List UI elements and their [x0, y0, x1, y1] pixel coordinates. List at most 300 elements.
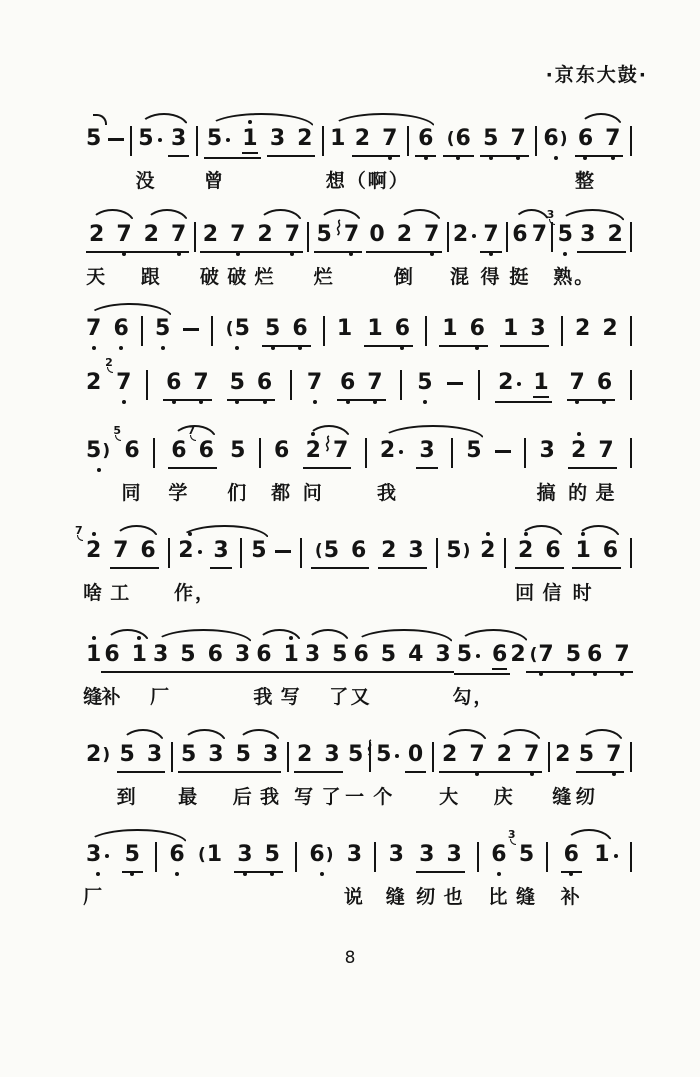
note-digit: 2 [379, 438, 396, 463]
note-token [86, 370, 101, 396]
barline [477, 842, 479, 872]
barline [365, 438, 367, 468]
barline [630, 742, 632, 772]
note-digit: 5 [466, 438, 482, 463]
close-parenthesis: ) [102, 441, 111, 461]
note-token [333, 438, 348, 464]
low-octave-dot [475, 772, 479, 776]
note-token [171, 438, 186, 464]
augmentation-dot [395, 754, 399, 758]
beam-group [495, 370, 552, 403]
low-octave-dot [119, 346, 123, 350]
lyric-syllable: 回 [515, 582, 537, 604]
barline [630, 438, 632, 468]
note-token [369, 222, 384, 248]
lyric-syllable: 到 [116, 786, 138, 808]
low-octave-dot [424, 156, 428, 160]
note-digit: 6 [512, 222, 528, 247]
note-digit: 2 [354, 126, 371, 151]
low-octave-dot [320, 872, 324, 876]
low-octave-dot [235, 346, 239, 350]
lyric-syllable: 我 [376, 482, 398, 504]
note-digit: 5 [86, 438, 102, 463]
lyric-syllable: 问 [302, 482, 324, 504]
note-token [257, 370, 272, 396]
note-digit: 2 [555, 742, 571, 767]
barline [407, 126, 409, 156]
beam-group [416, 438, 437, 469]
note-token [307, 370, 322, 396]
grace-note: 2 [105, 356, 113, 369]
beam-group [378, 538, 427, 569]
low-octave-dot [175, 872, 179, 876]
note-token [597, 370, 612, 396]
note-token [480, 538, 495, 564]
low-octave-dot [593, 672, 597, 676]
grace-note: 3 [507, 828, 516, 841]
note-digit: 5 [323, 538, 339, 563]
note-digit: 3 [419, 842, 435, 867]
note-digit: 7 [424, 222, 440, 247]
beam-group [302, 642, 351, 673]
beam-group [101, 642, 150, 673]
note-digit: 7 [116, 222, 132, 247]
barline [630, 842, 632, 872]
lyric-syllable: 补 [101, 686, 123, 708]
note-token [309, 842, 334, 868]
note-token [367, 316, 382, 342]
note-digit: 7 [598, 438, 614, 463]
duration-dash [183, 328, 199, 331]
beam-group [178, 742, 281, 773]
note-digit: 3 [269, 126, 286, 151]
beam-group [227, 370, 276, 401]
note-token [147, 742, 162, 768]
beam-group [515, 538, 564, 569]
low-octave-dot [161, 346, 165, 350]
note-token [197, 842, 222, 868]
score-line [86, 742, 632, 841]
note-token [546, 208, 573, 248]
lyric-syllable: 庆 [493, 786, 515, 808]
note-digit: 5 [124, 842, 140, 867]
beam-group [567, 370, 616, 401]
note-digit: 2 [143, 222, 159, 247]
lyric-syllable: 破 [199, 266, 221, 288]
barline [146, 370, 148, 400]
note-digit: 6 [418, 126, 434, 151]
notes-row [86, 208, 632, 253]
barline [171, 742, 173, 772]
lyric-syllable: 熟。 [553, 266, 596, 288]
open-parenthesis: ( [225, 319, 234, 339]
note-digit: 7 [343, 222, 360, 247]
low-octave-dot [530, 772, 534, 776]
barline [400, 370, 402, 400]
note-token [208, 742, 223, 768]
note-digit: 5 [229, 370, 245, 395]
notes-row [86, 356, 632, 403]
close-parenthesis: ) [462, 541, 471, 561]
beam-group [204, 126, 261, 159]
note-token [603, 538, 618, 564]
note-digit: 5 [518, 842, 535, 867]
note-digit: 1 [330, 126, 346, 151]
glissando-icon [363, 739, 374, 756]
barline [630, 316, 632, 346]
note-token [498, 370, 521, 398]
note-digit: 3 [388, 842, 404, 867]
note-digit: 5 [332, 642, 348, 667]
note-token [529, 642, 554, 668]
note-token [285, 222, 300, 248]
lyric-syllable: 烂 [254, 266, 276, 288]
lyric-syllable: 整 [574, 170, 596, 192]
barline [211, 316, 213, 346]
note-token [86, 438, 111, 464]
note-digit: 6 [491, 842, 507, 867]
barline [425, 316, 427, 346]
note-digit: 6 [492, 642, 507, 670]
note-digit: 5 [578, 742, 595, 767]
note-digit: 3 [152, 642, 169, 667]
note-digit: 6 [169, 842, 185, 867]
lyric-syllable: 搞 [536, 482, 558, 504]
augmentation-dot [399, 450, 403, 454]
note-token [86, 316, 101, 342]
lyric-syllable: 想（啊） [325, 170, 410, 192]
notes-row [86, 742, 632, 773]
barline [546, 842, 548, 872]
note-digit: 3 [262, 742, 279, 767]
lyric-syllable: 又 [350, 686, 372, 708]
note-token [332, 642, 347, 668]
low-octave-dot [97, 468, 101, 472]
beam-group [526, 642, 584, 673]
note-digit: 6 [353, 642, 369, 667]
note-digit: 2 [396, 222, 412, 247]
note-token [75, 524, 102, 564]
note-digit: 5 [264, 842, 280, 867]
note-digit: 5 [456, 642, 472, 667]
lyric-syllable: 说 [343, 886, 365, 908]
note-digit: 7 [284, 222, 300, 247]
low-octave-dot [569, 872, 573, 876]
barline [287, 742, 289, 772]
note-digit: 7 [469, 742, 485, 767]
low-octave-dot [298, 346, 302, 350]
low-octave-dot [263, 400, 267, 404]
note-digit: 3 [419, 438, 435, 463]
barline [141, 316, 143, 346]
note-token [353, 642, 368, 668]
note-token [446, 126, 471, 152]
note-token [419, 438, 434, 464]
barline [630, 370, 632, 400]
note-digit: 6 [602, 538, 619, 563]
note-token [510, 642, 525, 668]
note-token [330, 126, 345, 152]
note-digit: 2 [510, 642, 526, 667]
note-token [181, 742, 196, 768]
note-token [86, 842, 109, 868]
low-octave-dot [172, 400, 176, 404]
lyric-syllable: 写 [294, 786, 316, 808]
barline [630, 126, 632, 156]
beam-group [480, 222, 501, 253]
note-token [442, 316, 457, 342]
note-token [120, 742, 135, 768]
low-octave-dot [122, 400, 126, 404]
augmentation-dot [105, 854, 109, 858]
low-octave-dot [563, 252, 567, 256]
note-digit: 6 [274, 438, 290, 463]
note-digit: 6 [545, 538, 561, 563]
note-token [510, 126, 525, 152]
barline [630, 222, 632, 252]
note-digit: 2 [574, 316, 591, 341]
note-token [355, 126, 370, 152]
note-digit: 3 [580, 222, 596, 247]
note-digit: 5 [251, 538, 267, 563]
barline [478, 370, 480, 400]
note-token [86, 742, 111, 768]
lyric-syllable: 破 [227, 266, 249, 288]
note-digit: 2 [518, 538, 534, 563]
note-digit: 6 [292, 316, 308, 341]
note-token [578, 126, 593, 152]
low-octave-dot [612, 772, 616, 776]
beam-group [303, 438, 352, 469]
note-token [171, 126, 186, 152]
note-token [344, 222, 359, 248]
note-digit: 1 [575, 538, 591, 563]
note-digit: 5 [565, 642, 582, 667]
note-token [86, 126, 101, 152]
note-token [292, 316, 307, 342]
note-digit: 7 [86, 316, 102, 341]
note-token [503, 316, 518, 342]
low-octave-dot [400, 346, 404, 350]
low-octave-dot [539, 672, 543, 676]
note-token [408, 538, 423, 564]
note-token [447, 370, 463, 385]
note-token [395, 316, 410, 342]
note-digit: 7 [483, 222, 499, 247]
note-digit: 7 [531, 222, 548, 247]
note-token [607, 222, 622, 248]
lyric-syllable: 得 [480, 266, 502, 288]
lyric-syllable: 厂 [150, 686, 172, 708]
page-number: 8 [344, 948, 356, 968]
low-octave-dot [456, 156, 460, 160]
beam-group [366, 222, 442, 253]
note-token [144, 222, 159, 248]
lyric-syllable: 工 [110, 582, 132, 604]
note-token [230, 438, 245, 464]
high-octave-dot [577, 432, 581, 436]
note-token [297, 742, 312, 768]
note-token [417, 370, 432, 396]
note-digit: 6 [171, 438, 187, 463]
note-token [530, 316, 545, 342]
note-digit: 6 [124, 438, 140, 463]
note-token [155, 316, 170, 342]
beam-group [122, 842, 143, 873]
lyric-syllable: 厂 [83, 886, 105, 908]
note-token [492, 642, 507, 670]
barline [524, 438, 526, 468]
note-digit: 7 [382, 126, 398, 151]
note-token [397, 222, 412, 248]
notes-row [75, 524, 632, 569]
lyric-syllable: 了 [329, 686, 351, 708]
beam-group [311, 538, 369, 569]
note-token [140, 538, 155, 564]
lyric-syllable: 啥 [83, 582, 105, 604]
low-octave-dot [583, 156, 587, 160]
note-token [367, 370, 382, 396]
augmentation-dot [226, 138, 230, 142]
score-line [86, 208, 632, 318]
duration-dash [495, 450, 511, 453]
note-token [317, 222, 332, 248]
beam-group [262, 316, 311, 347]
note-digit: 2 [86, 742, 102, 767]
beam-group [405, 742, 426, 773]
beam-group [168, 424, 217, 469]
note-token [571, 438, 586, 464]
note-digit: 3 [539, 438, 555, 463]
note-token [251, 538, 266, 564]
note-token [347, 842, 362, 868]
lyric-syllable: 都 [271, 482, 293, 504]
duration-dash [275, 550, 291, 553]
low-octave-dot [571, 672, 575, 676]
note-digit: 1 [206, 842, 223, 867]
note-digit: 5 [180, 642, 196, 667]
note-digit: 1 [283, 642, 299, 667]
low-octave-dot [177, 252, 181, 256]
high-octave-dot [92, 636, 96, 640]
note-digit: 6 [140, 538, 156, 563]
note-token [284, 642, 299, 668]
score-line [83, 642, 632, 738]
note-token [491, 842, 506, 868]
note-token [602, 316, 617, 342]
note-digit: 2 [86, 538, 102, 563]
note-digit: 7 [230, 222, 246, 247]
beam-group [350, 642, 453, 673]
notes-row [86, 316, 632, 347]
note-token [598, 438, 613, 464]
barline [259, 438, 261, 468]
note-token [348, 742, 363, 768]
lyric-syllable: 缝 [385, 886, 407, 908]
lyric-syllable: 挺 [509, 266, 531, 288]
note-token [594, 842, 617, 868]
note-digit: 6 [587, 642, 603, 667]
note-digit: 7 [606, 742, 622, 767]
score-line [86, 424, 632, 534]
beam-group [439, 742, 542, 773]
note-digit: 4 [408, 642, 424, 667]
note-digit: 6 [207, 642, 223, 667]
barline [561, 316, 563, 346]
note-token [605, 126, 620, 152]
beam-group [163, 370, 212, 401]
low-octave-dot [96, 872, 100, 876]
note-token [274, 438, 289, 464]
note-digit: 2 [297, 742, 313, 767]
low-octave-dot [430, 252, 434, 256]
note-token [543, 126, 568, 152]
note-token [483, 126, 498, 152]
note-token [235, 642, 250, 668]
note-digit: 5 [235, 742, 251, 767]
note-token [497, 742, 512, 768]
lyric-syllable: 个 [373, 786, 395, 808]
note-digit: 5 [265, 316, 281, 341]
note-digit: 2 [480, 538, 496, 563]
note-token [545, 538, 560, 564]
barline [535, 126, 537, 156]
barline [194, 222, 196, 252]
note-digit: 2 [381, 538, 397, 563]
note-token [424, 222, 439, 248]
lyric-syllable: 缝 [83, 686, 105, 708]
low-octave-dot [489, 252, 493, 256]
barline [551, 222, 553, 252]
note-digit: 6 [104, 642, 120, 667]
note-token [132, 642, 147, 668]
note-token [337, 316, 352, 342]
note-token [265, 842, 280, 868]
lyric-syllable: 补 [560, 886, 582, 908]
note-digit: 6 [113, 316, 129, 341]
notes-row [86, 642, 632, 675]
lyric-syllable: 一 [345, 786, 367, 808]
note-digit: 1 [503, 316, 519, 341]
note-token [263, 742, 278, 768]
note-digit: 0 [407, 742, 424, 767]
note-digit: 6 [469, 316, 485, 341]
low-octave-dot [122, 252, 126, 256]
note-digit: 2 [297, 126, 313, 151]
tie-continuation [93, 114, 107, 125]
note-token [340, 370, 355, 396]
low-octave-dot [199, 400, 203, 404]
barline [153, 438, 155, 468]
barline [307, 222, 309, 252]
beam-group [86, 222, 189, 253]
note-digit: 7 [332, 438, 349, 463]
note-token [533, 370, 548, 398]
note-token [580, 222, 595, 248]
note-token [208, 642, 223, 668]
lyric-syllable: 曾 [204, 170, 226, 192]
beam-group [575, 126, 624, 157]
note-token [89, 222, 104, 248]
lyric-syllable: 时 [572, 582, 594, 604]
note-digit: 2 [452, 222, 469, 247]
beam-group [364, 316, 413, 347]
note-token [178, 538, 201, 564]
note-digit: 3 [213, 538, 229, 563]
note-digit: 3 [324, 742, 340, 767]
note-token [86, 642, 101, 668]
note-token [575, 538, 590, 564]
